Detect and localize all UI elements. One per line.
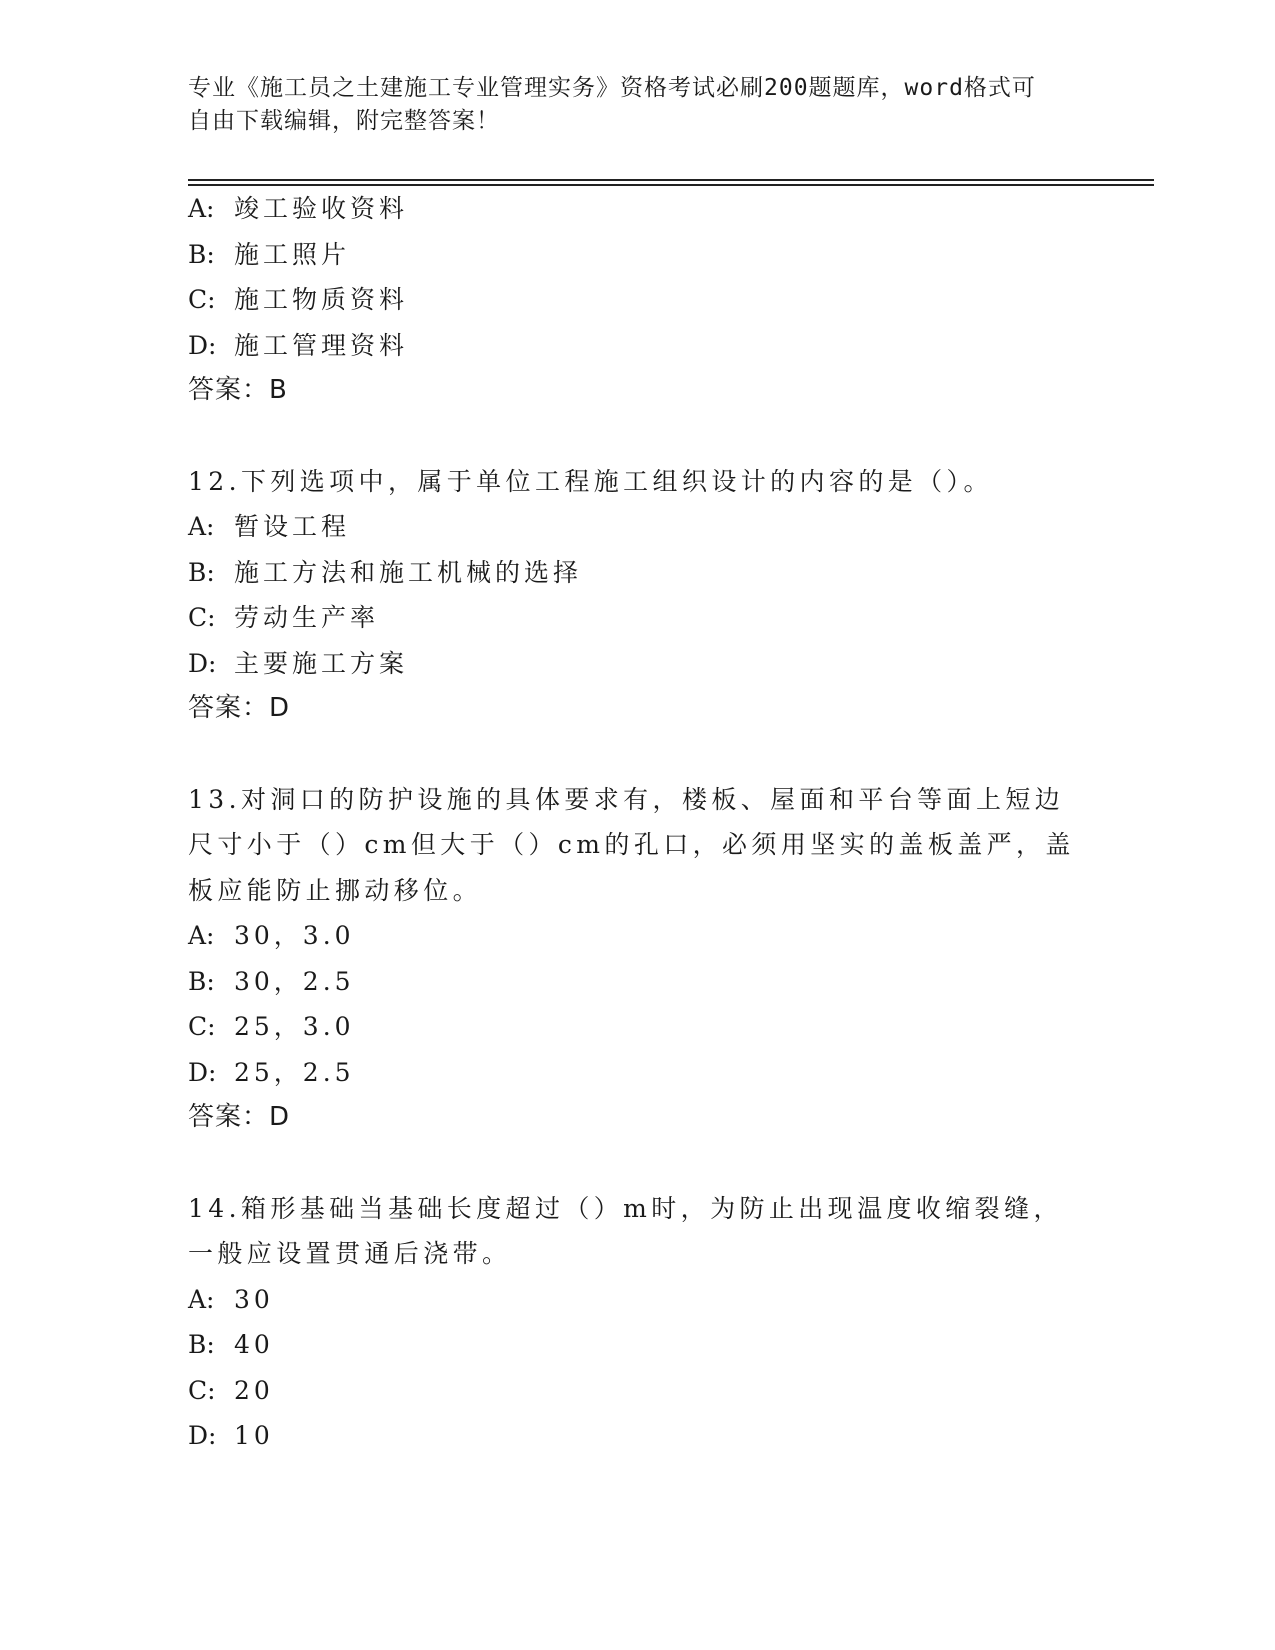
option-text: 劳动生产率 (234, 603, 380, 632)
option-text: 30 (234, 1284, 274, 1314)
spacer (188, 1141, 1078, 1186)
option-key: B: (188, 557, 215, 587)
option-text: 20 (234, 1375, 274, 1405)
option-key: A: (188, 512, 215, 541)
question-12 (188, 459, 1078, 732)
option-key: A: (188, 194, 215, 223)
option-c (188, 1004, 1078, 1050)
option-text: 暂设工程 (234, 512, 351, 541)
option-b (188, 232, 1078, 278)
answer-line: 答案：D (188, 693, 291, 723)
option-key: A: (188, 921, 215, 950)
option-text: 竣工验收资料 (234, 194, 409, 223)
option-key: C: (188, 603, 216, 632)
option-key: D: (188, 1421, 217, 1450)
option-key: D: (188, 648, 217, 678)
option-c (188, 595, 1078, 641)
question-list (188, 186, 1078, 1459)
question-stem: 12.下列选项中，属于单位工程施工组织设计的内容的是（）。 (188, 466, 993, 496)
spacer (188, 414, 1078, 459)
option-b (188, 1322, 1078, 1368)
option-b (188, 550, 1078, 596)
header-divider-top (188, 179, 1154, 181)
option-key: D: (188, 330, 217, 360)
question-stem: 14.箱形基础当基础长度超过（）m时，为防止出现温度收缩裂缝，一般应设置贯通后浇带。 (188, 1193, 1063, 1268)
option-c (188, 277, 1078, 323)
option-text: 施工方法和施工机械的选择 (234, 557, 583, 587)
option-key: B: (188, 1330, 215, 1359)
document-header (188, 72, 1088, 138)
question-11 (188, 186, 1078, 414)
option-text: 30，3.0 (234, 921, 355, 950)
option-text: 施工管理资料 (234, 330, 409, 360)
option-a (188, 913, 1078, 959)
option-a (188, 504, 1078, 550)
option-key: B: (188, 239, 215, 269)
option-key: C: (188, 1012, 216, 1041)
option-text: 25，3.0 (234, 1012, 355, 1041)
answer-line: 答案：D (188, 1102, 291, 1132)
option-d (188, 641, 1078, 687)
option-d (188, 1050, 1078, 1096)
option-key: B: (188, 966, 215, 996)
option-text: 40 (234, 1330, 274, 1359)
option-b (188, 959, 1078, 1005)
option-a (188, 186, 1078, 232)
option-c (188, 1368, 1078, 1414)
question-stem: 13.对洞口的防护设施的具体要求有，楼板、屋面和平台等面上短边尺寸小于（）cm但大于（）cm的孔口，必须用坚实的盖板盖严，盖板应能防止挪动移位。 (188, 784, 1075, 905)
option-text: 施工照片 (234, 239, 351, 269)
option-d (188, 323, 1078, 369)
question-13 (188, 777, 1078, 1141)
option-key: C: (188, 285, 216, 314)
option-key: D: (188, 1057, 217, 1087)
option-d (188, 1413, 1078, 1459)
option-text: 30，2.5 (234, 966, 355, 996)
answer-line: 答案：B (188, 375, 288, 405)
option-text: 25，2.5 (234, 1057, 355, 1087)
header-title-line-1: 专业《施工员之土建施工专业管理实务》资格考试必刷200题题库，word格式可 (188, 75, 1036, 101)
option-a (188, 1277, 1078, 1323)
option-text: 施工物质资料 (234, 285, 409, 314)
question-14 (188, 1186, 1078, 1459)
option-text: 主要施工方案 (234, 648, 409, 678)
option-key: A: (188, 1284, 215, 1314)
header-title-line-2: 自由下载编辑，附完整答案！ (188, 108, 500, 134)
option-text: 10 (234, 1421, 274, 1450)
spacer (188, 732, 1078, 777)
option-key: C: (188, 1375, 216, 1405)
